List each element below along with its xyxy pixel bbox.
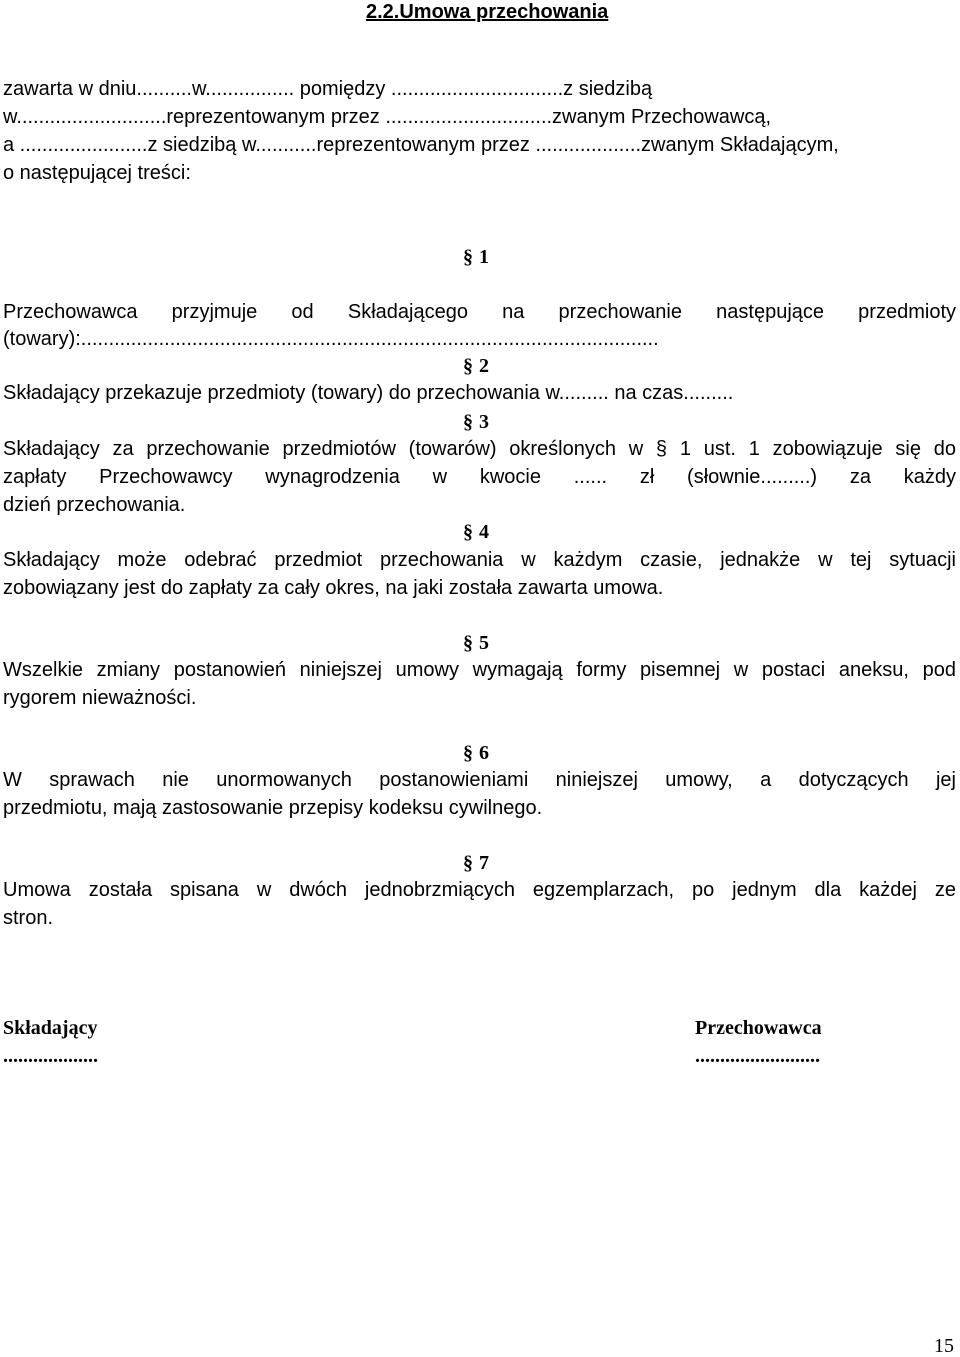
section-4-heading [463,520,489,544]
section-1-line-2: (towary):........................................................................................................ [3,328,659,350]
section-3-line-1: Składający za przechowanie przedmiotów (towarów) określonych w § 1 ust. 1 zobowiązuje się do [3,438,956,460]
section-5-line-1: Wszelkie zmiany postanowień niniejszej umowy wymagają formy pisemnej w postaci aneksu, pod [3,659,956,681]
section-number: 3 [479,411,489,433]
section-number: 2 [479,355,489,377]
section-7-heading [463,851,489,875]
section-number: 6 [479,742,489,764]
intro-line-3: a .......................z siedzibą w...........reprezentowanym przez ...................zwanym Składającym, [3,134,839,156]
section-symbol: § [463,632,473,654]
section-2-line-1: Składający przekazuje przedmioty (towary) do przechowania w......... na czas......... [3,382,734,404]
section-7-line-1: Umowa została spisana w dwóch jednobrzmiących egzemplarzach, po jednym dla każdej ze [3,879,956,901]
section-number: 4 [479,521,489,543]
section-3-line-2: zapłaty Przechowawcy wynagrodzenia w kwocie ...... zł (słownie.........) za każdy [3,466,956,488]
signature-right-dots: ......................... [695,1045,820,1067]
section-1-line-1: Przechowawca przyjmuje od Składającego na przechowanie następujące przedmioty [3,301,956,323]
section-1-heading [463,245,489,269]
section-7-line-2: stron. [3,907,54,929]
page-number: 15 [934,1335,954,1357]
section-symbol: § [463,411,473,433]
section-number: 1 [479,246,489,268]
section-symbol: § [463,521,473,543]
section-2-heading [463,354,489,378]
section-symbol: § [463,246,473,268]
section-4-line-2: zobowiązany jest do zapłaty za cały okres, na jaki została zawarta umowa. [3,577,664,599]
signature-left-label: Składający [3,1017,98,1039]
section-3-line-3: dzień przechowania. [3,494,186,516]
section-number: 7 [479,852,489,874]
section-6-heading [463,741,489,765]
intro-line-2: w...........................reprezentowanym przez ..............................zwanym Przechowawcą, [3,106,772,128]
section-symbol: § [463,852,473,874]
section-symbol: § [463,742,473,764]
intro-line-4: o następującej treści: [3,162,191,184]
section-4-line-1: Składający może odebrać przedmiot przechowania w każdym czasie, jednakże w tej sytuacji [3,549,956,571]
document-title: 2.2.Umowa przechowania [366,1,609,23]
signature-right-label: Przechowawca [695,1017,822,1039]
section-5-heading [463,631,489,655]
section-3-heading [463,410,489,434]
section-6-line-2: przedmiotu, mają zastosowanie przepisy kodeksu cywilnego. [3,797,543,819]
signature-left-dots: ................... [3,1045,98,1067]
section-number: 5 [479,632,489,654]
intro-line-1: zawarta w dniu..........w................ pomiędzy ...............................z siedzibą [3,78,653,100]
section-symbol: § [463,355,473,377]
section-6-line-1: W sprawach nie unormowanych postanowieniami niniejszej umowy, a dotyczących jej [3,769,956,791]
section-5-line-2: rygorem nieważności. [3,687,197,709]
